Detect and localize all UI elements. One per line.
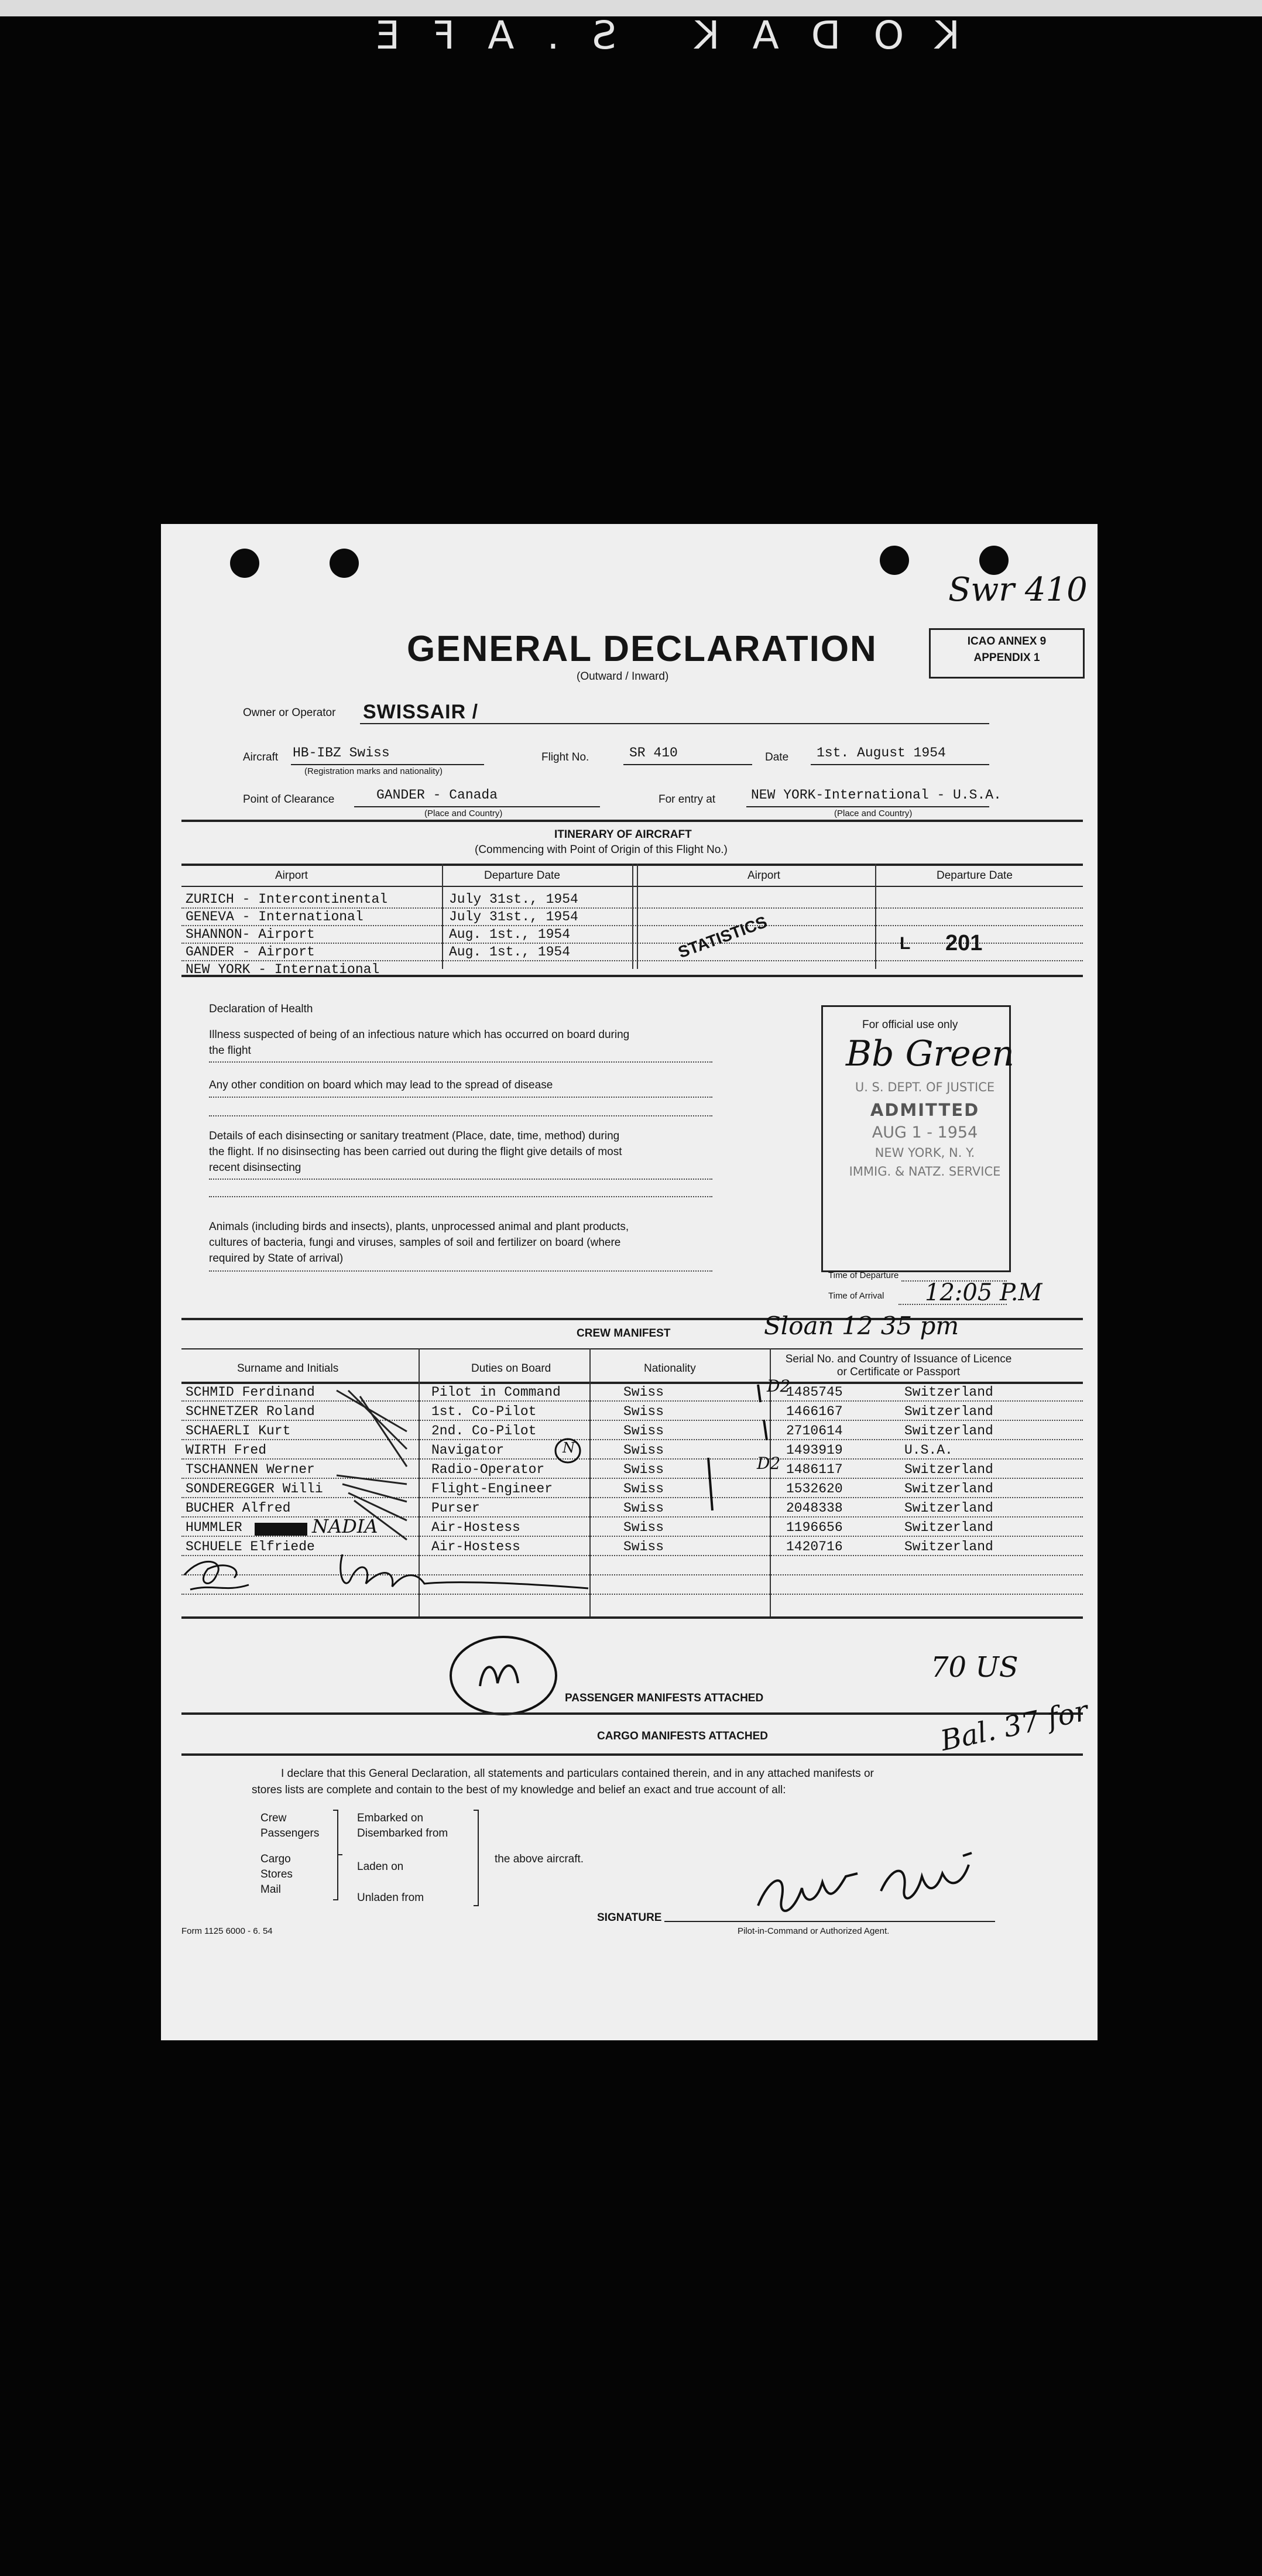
aircraft-label: Aircraft xyxy=(243,751,279,763)
crew-duty-7: Purser xyxy=(431,1501,480,1516)
crew-duty-4: Navigator xyxy=(431,1443,505,1458)
declaration-sheet xyxy=(161,524,1098,2040)
passenger-handwritten-note: 70 US xyxy=(931,1651,1018,1684)
crew-serial-1: 1485745 xyxy=(786,1385,843,1400)
health-item-2: Any other condition on board which may lead to the spread of disease xyxy=(209,1079,553,1091)
entry-line xyxy=(746,806,989,807)
health-item-1-line-2: the flight xyxy=(209,1044,251,1057)
crew-nat-6: Swiss xyxy=(623,1481,664,1496)
flight-line xyxy=(623,764,752,765)
owner-label: Owner or Operator xyxy=(243,707,336,719)
itinerary-date-2: July 31st., 1954 xyxy=(449,909,578,924)
clearance-label: Point of Clearance xyxy=(243,793,335,806)
page-title: GENERAL DECLARATION xyxy=(407,629,877,669)
health-item-3-line-3: recent disinsecting xyxy=(209,1162,301,1174)
crew-serial-5: 1486117 xyxy=(786,1462,843,1477)
crew-serial-6: 1532620 xyxy=(786,1481,843,1496)
crew-name-3: SCHAERLI Kurt xyxy=(186,1423,291,1438)
list-mail: Mail xyxy=(260,1883,281,1896)
health-item-3-line-2: the flight. If no disinsecting has been carried out during the flight give details of most xyxy=(209,1146,622,1158)
crew-nat-1: Swiss xyxy=(623,1385,664,1400)
crew-handwritten-note: Sloan 12 35 pm xyxy=(764,1311,959,1340)
list-cargo: Cargo xyxy=(260,1853,291,1865)
itinerary-airport-3: SHANNON- Airport xyxy=(186,927,315,942)
itinerary-row-line xyxy=(181,907,1083,909)
list-stores: Stores xyxy=(260,1868,293,1880)
crew-country-2: Switzerland xyxy=(904,1404,993,1419)
handwritten-reference: Swr 410 xyxy=(948,571,1088,609)
health-item-3-line-1: Details of each disinsecting or sanitary treatment (Place, date, time, method) during xyxy=(209,1130,620,1142)
date-label: Date xyxy=(765,751,789,763)
itinerary-col-line xyxy=(632,864,633,969)
crew-nat-4: Swiss xyxy=(623,1443,664,1458)
itinerary-header-airport-2: Airport xyxy=(747,869,780,882)
handwritten-name-correction: NADIA xyxy=(312,1515,378,1537)
arrival-time-line xyxy=(899,1304,1007,1305)
crew-serial-2: 1466167 xyxy=(786,1404,843,1419)
itinerary-col-line xyxy=(442,864,443,969)
health-line xyxy=(209,1179,712,1180)
health-line xyxy=(209,1270,712,1272)
stamp-number: 201 xyxy=(945,931,983,955)
crew-nat-7: Swiss xyxy=(623,1501,664,1516)
itinerary-header-airport: Airport xyxy=(275,869,308,882)
admitted-stamp: U. S. DEPT. OF JUSTICE ADMITTED AUG 1 - 1954 NEW YORK, N. Y. IMMIG. & NATZ. SERVICE xyxy=(849,1080,1001,1179)
crew-name-6: SONDEREGGER Willi xyxy=(186,1481,323,1496)
section-rule xyxy=(181,975,1083,977)
signature-role: Pilot-in-Command or Authorized Agent. xyxy=(738,1926,890,1936)
itinerary-row-line xyxy=(181,925,1083,926)
circled-mark xyxy=(448,1633,559,1721)
handwritten-mark-d2-a: D2 xyxy=(767,1376,791,1396)
crew-name-9: SCHUELE Elfriede xyxy=(186,1539,315,1554)
crew-country-9: Switzerland xyxy=(904,1539,993,1554)
health-item-4-line-3: required by State of arrival) xyxy=(209,1252,344,1265)
section-rule xyxy=(181,1616,1083,1619)
health-title: Declaration of Health xyxy=(209,1003,313,1015)
itinerary-title: ITINERARY OF AIRCRAFT xyxy=(554,828,692,841)
punch-hole xyxy=(880,546,909,575)
statistics-stamp: STATISTICS xyxy=(675,912,770,962)
health-item-1-line-1: Illness suspected of being of an infectious nature which has occurred on board during xyxy=(209,1029,630,1041)
date-value: 1st. August 1954 xyxy=(817,745,946,761)
cargo-handwritten-note: Bal. 37 for xyxy=(937,1694,1091,1758)
itinerary-date-4: Aug. 1st., 1954 xyxy=(449,944,571,960)
health-line xyxy=(209,1097,712,1098)
aircraft-line xyxy=(291,764,484,765)
itinerary-date-3: Aug. 1st., 1954 xyxy=(449,927,571,942)
flight-label: Flight No. xyxy=(541,751,589,763)
date-line xyxy=(811,764,989,765)
punch-hole xyxy=(330,549,359,578)
crew-title: CREW MANIFEST xyxy=(577,1327,671,1340)
crew-name-2: SCHNETZER Roland xyxy=(186,1404,315,1419)
health-item-4-line-1: Animals (including birds and insects), plants, unprocessed animal and plant products, xyxy=(209,1221,629,1233)
crew-nat-2: Swiss xyxy=(623,1404,664,1419)
signature-line xyxy=(664,1921,995,1922)
crew-header-duty: Duties on Board xyxy=(471,1362,551,1375)
flight-value: SR 410 xyxy=(629,745,678,761)
handwritten-mark-d2-b: D2 xyxy=(757,1454,781,1473)
itinerary-airport-4: GANDER - Airport xyxy=(186,944,315,960)
crew-nat-8: Swiss xyxy=(623,1520,664,1535)
crew-pen-marks xyxy=(161,1367,1098,1625)
icao-box: ICAO ANNEX 9 APPENDIX 1 xyxy=(929,628,1085,679)
form-number: Form 1125 6000 - 6. 54 xyxy=(181,1926,273,1936)
list-passengers: Passengers xyxy=(260,1827,320,1839)
crew-header-serial: Serial No. and Country of Issuance of Licence or Certificate or Passport xyxy=(785,1353,1012,1378)
itinerary-col-line xyxy=(875,864,876,969)
cargo-manifests: CARGO MANIFESTS ATTACHED xyxy=(597,1730,769,1742)
crew-nat-5: Swiss xyxy=(623,1462,664,1477)
captain-signature xyxy=(746,1841,992,1929)
crew-name-5: TSCHANNEN Werner xyxy=(186,1462,315,1477)
right-bracket xyxy=(471,1809,485,1909)
departure-time-label: Time of Departure xyxy=(828,1270,899,1280)
owner-value: SWISSAIR / xyxy=(363,701,479,723)
crew-name-1: SCHMID Ferdinand xyxy=(186,1385,315,1400)
clearance-value: GANDER - Canada xyxy=(376,787,498,803)
health-line xyxy=(209,1061,712,1063)
handwritten-mark-n: N xyxy=(563,1440,575,1456)
crew-serial-3: 2710614 xyxy=(786,1423,843,1438)
itinerary-airport-1: ZURICH - Intercontinental xyxy=(186,892,388,907)
arrival-time-label: Time of Arrival xyxy=(828,1291,884,1301)
crew-duty-1: Pilot in Command xyxy=(431,1385,561,1400)
above-aircraft-text: the above aircraft. xyxy=(495,1853,584,1865)
crew-duty-8: Air-Hostess xyxy=(431,1520,520,1535)
crew-title-rule xyxy=(181,1348,1083,1349)
film-edge-text: KODAK S.AFE xyxy=(342,13,960,58)
declaration-text-2: stores lists are complete and contain to the best of my knowledge and belief an exact and true account of all: xyxy=(252,1784,786,1796)
itinerary-row-line xyxy=(181,960,1083,961)
section-rule xyxy=(181,820,1083,822)
crew-nat-9: Swiss xyxy=(623,1539,664,1554)
declaration-text-1: I declare that this General Declaration, all statements and particulars contained therein, and in any attached manifests or xyxy=(281,1767,874,1780)
crew-duty-5: Radio-Operator xyxy=(431,1462,545,1477)
punch-hole xyxy=(230,549,259,578)
passenger-manifests: PASSENGER MANIFESTS ATTACHED xyxy=(565,1692,764,1704)
crew-country-4: U.S.A. xyxy=(904,1443,953,1458)
crew-country-5: Switzerland xyxy=(904,1462,993,1477)
officer-signature: Bb Green xyxy=(846,1033,1014,1074)
crew-name-7: BUCHER Alfred xyxy=(186,1501,291,1516)
crew-serial-7: 2048338 xyxy=(786,1501,843,1516)
crew-name-4: WIRTH Fred xyxy=(186,1443,267,1458)
crew-country-3: Switzerland xyxy=(904,1423,993,1438)
health-item-4-line-2: cultures of bacteria, fungi and viruses, samples of soil and fertilizer on board (where xyxy=(209,1236,621,1249)
section-rule xyxy=(181,1712,1083,1715)
list-unladen: Unladen from xyxy=(357,1892,424,1904)
clearance-note: (Place and Country) xyxy=(424,809,503,818)
crew-duty-6: Flight-Engineer xyxy=(431,1481,553,1496)
health-line xyxy=(209,1115,712,1116)
stamp-letter: L xyxy=(900,934,911,953)
official-use-title: For official use only xyxy=(862,1019,958,1031)
itinerary-airport-5: NEW YORK - International xyxy=(186,962,380,977)
entry-note: (Place and Country) xyxy=(834,809,913,818)
crew-serial-4: 1493919 xyxy=(786,1443,843,1458)
crew-duty-2: 1st. Co-Pilot xyxy=(431,1404,537,1419)
crew-header-name: Surname and Initials xyxy=(237,1362,339,1375)
list-embarked: Embarked on xyxy=(357,1812,424,1824)
crew-country-6: Switzerland xyxy=(904,1481,993,1496)
crew-country-7: Switzerland xyxy=(904,1501,993,1516)
crew-duty-9: Air-Hostess xyxy=(431,1539,520,1554)
clearance-line xyxy=(354,806,600,807)
entry-value: NEW YORK-International - U.S.A. xyxy=(751,787,1002,803)
entry-label: For entry at xyxy=(659,793,716,806)
left-bracket xyxy=(331,1809,345,1903)
crew-header-nationality: Nationality xyxy=(644,1362,696,1375)
registration-note: (Registration marks and nationality) xyxy=(304,766,443,776)
itinerary-col-line xyxy=(637,864,638,969)
page-subtitle: (Outward / Inward) xyxy=(577,670,669,683)
aircraft-value: HB-IBZ Swiss xyxy=(293,745,390,761)
crew-duty-3: 2nd. Co-Pilot xyxy=(431,1423,537,1438)
itinerary-header-date: Departure Date xyxy=(484,869,560,882)
crew-country-1: Switzerland xyxy=(904,1385,993,1400)
crew-serial-9: 1420716 xyxy=(786,1539,843,1554)
itinerary-subtitle: (Commencing with Point of Origin of this Flight No.) xyxy=(475,844,728,856)
list-disembarked: Disembarked from xyxy=(357,1827,448,1839)
health-line xyxy=(209,1196,712,1197)
itinerary-header-date-2: Departure Date xyxy=(937,869,1013,882)
crew-serial-8: 1196656 xyxy=(786,1520,843,1535)
signature-label: SIGNATURE xyxy=(597,1912,662,1924)
list-crew: Crew xyxy=(260,1812,287,1824)
arrival-time-value: 12:05 P.M xyxy=(925,1279,1042,1306)
owner-line xyxy=(360,723,989,724)
crew-name-8: HUMMLER xyxy=(186,1520,242,1535)
itinerary-date-1: July 31st., 1954 xyxy=(449,892,578,907)
section-rule xyxy=(181,1753,1083,1756)
crew-nat-3: Swiss xyxy=(623,1423,664,1438)
crew-country-8: Switzerland xyxy=(904,1520,993,1535)
list-laden: Laden on xyxy=(357,1861,404,1873)
itinerary-airport-2: GENEVA - International xyxy=(186,909,363,924)
